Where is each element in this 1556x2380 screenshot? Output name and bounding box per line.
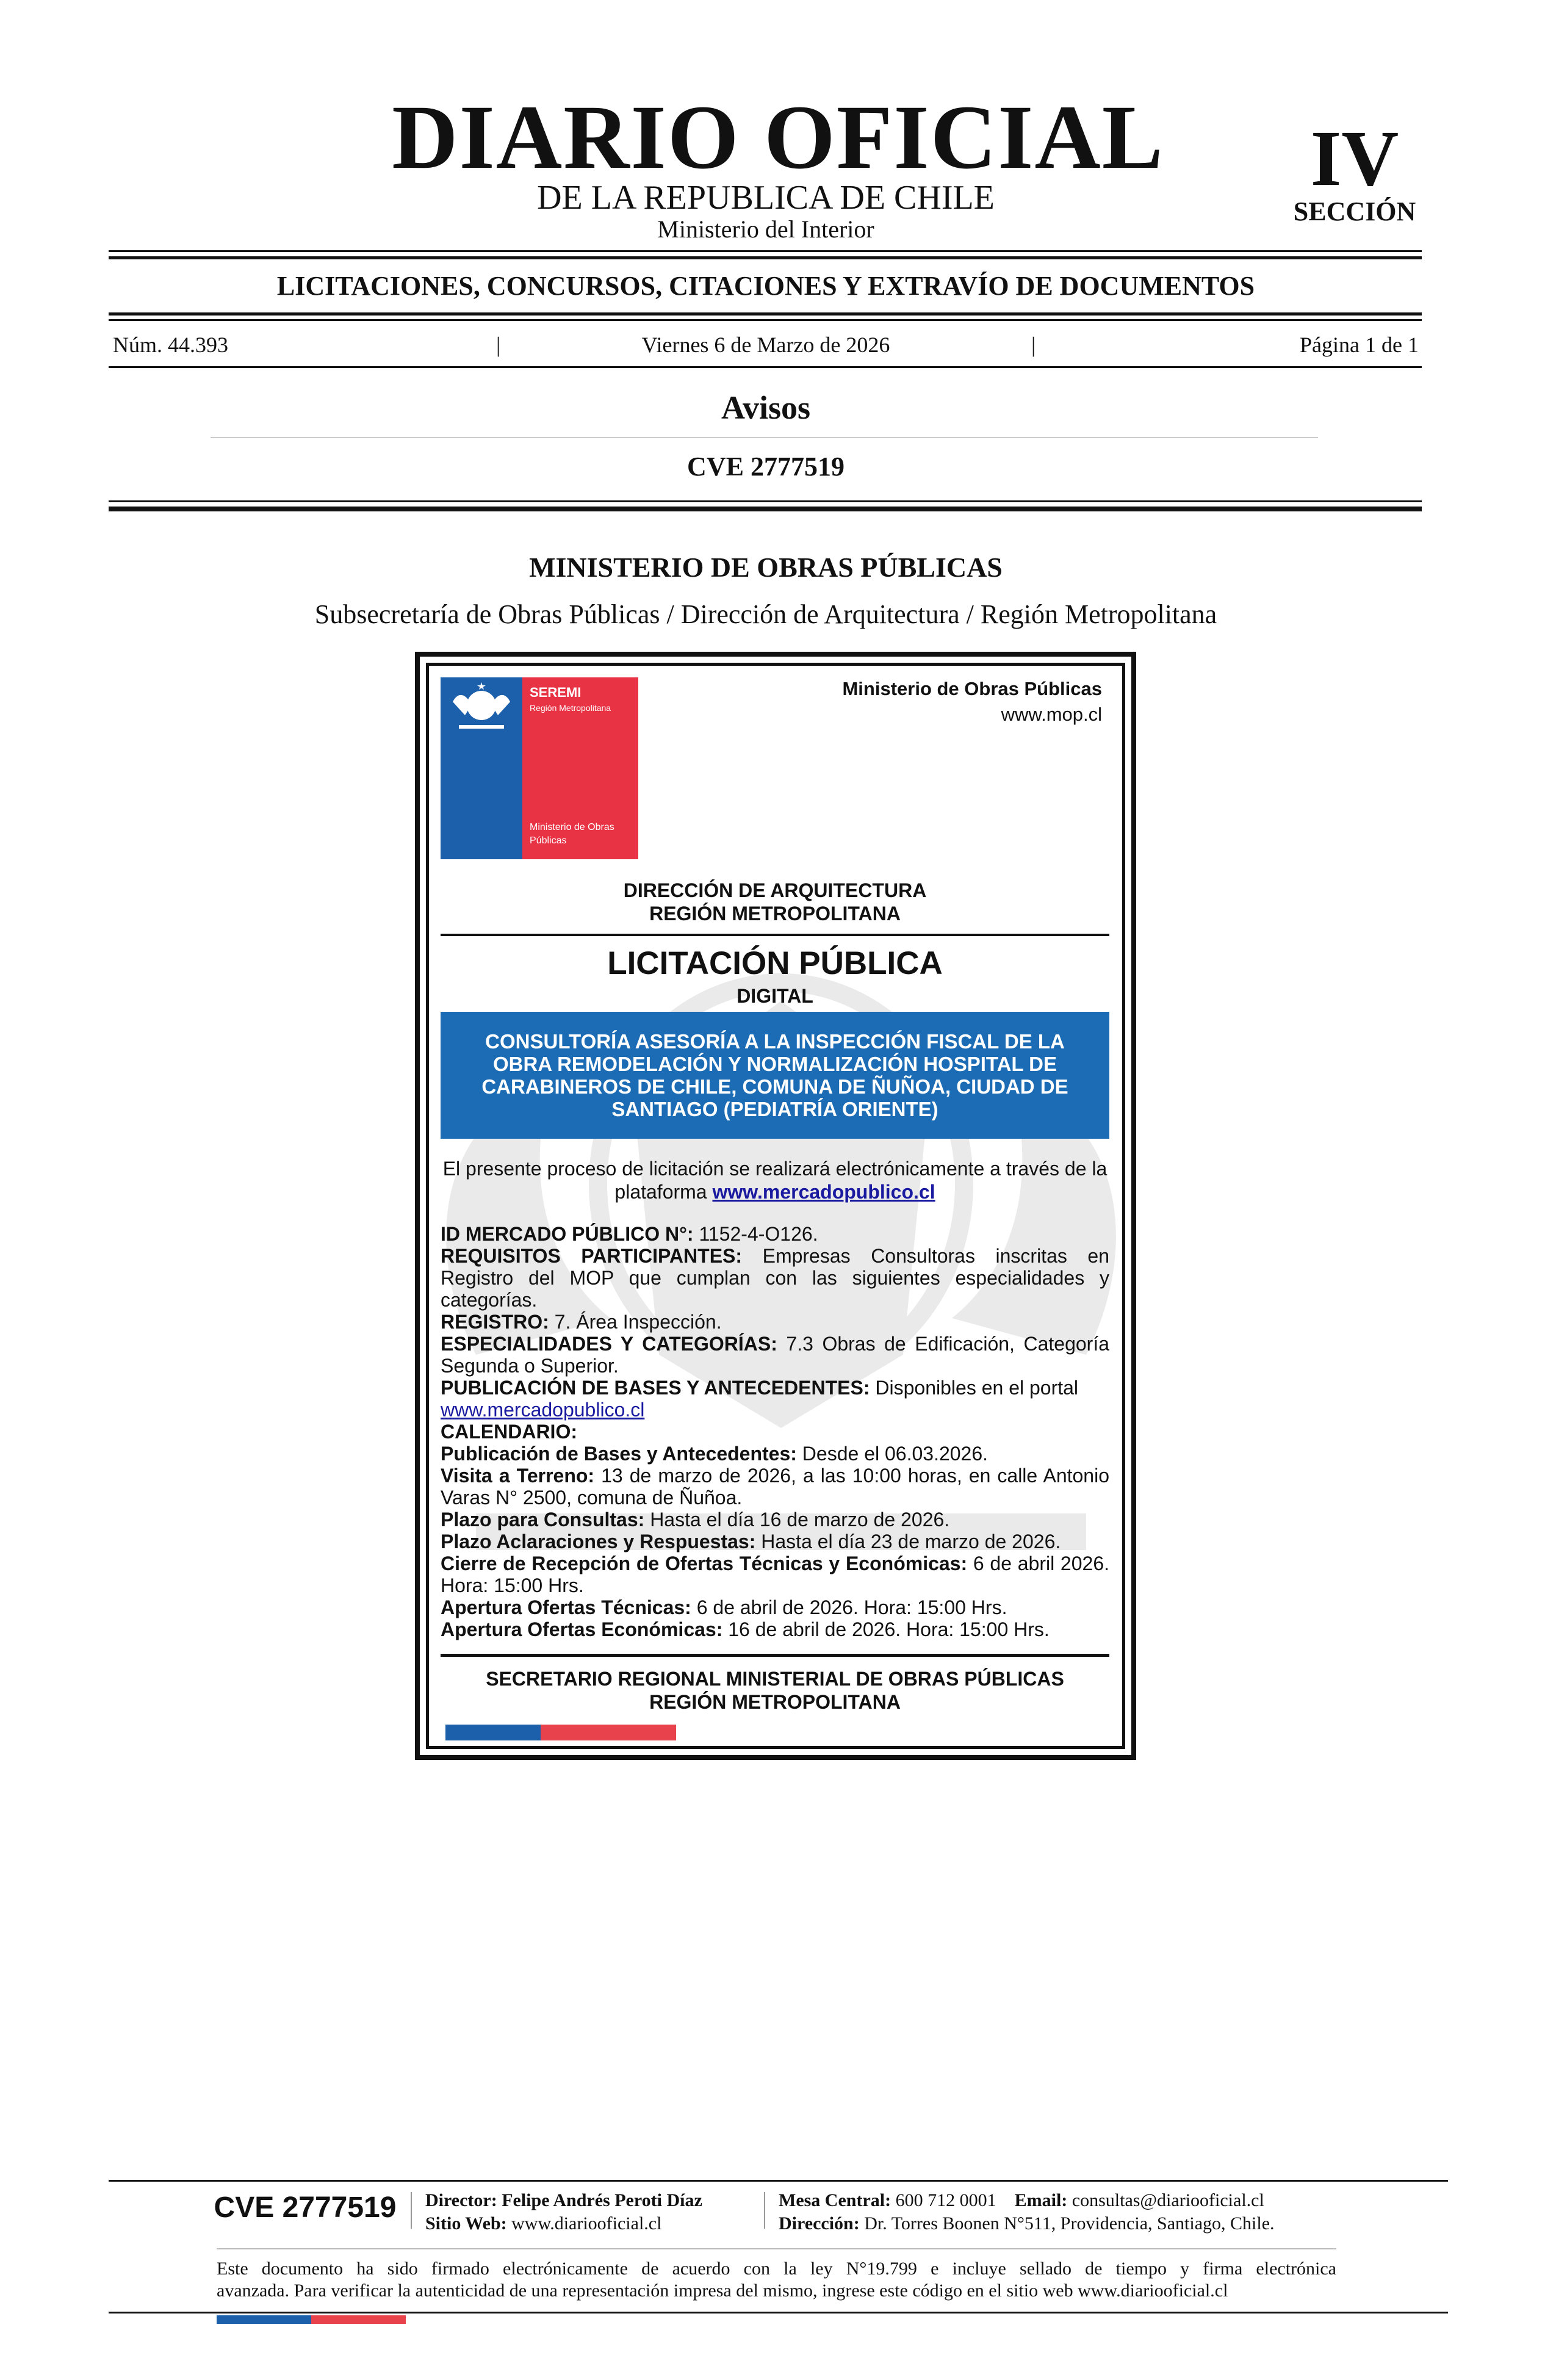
project-description: CONSULTORÍA ASESORÍA A LA INSPECCIÓN FISCAL DE LA OBRA REMODELACIÓN Y NORMALIZACIÓN HOSPITAL DE CARABINEROS DE CHILE, COMUNA DE ÑUÑOA, CIUDAD DE SANTIAGO (PEDIATRÍA ORIENTE) bbox=[481, 1030, 1068, 1120]
detail-line bbox=[441, 1443, 1109, 1465]
desk-phone: 600 712 0001 bbox=[895, 2190, 996, 2210]
rule-thick bbox=[109, 312, 1422, 316]
detail-label: ESPECIALIDADES Y CATEGORÍAS: bbox=[441, 1333, 777, 1355]
category-title: LICITACIONES, CONCURSOS, CITACIONES Y EXTRAVÍO DE DOCUMENTOS bbox=[276, 271, 1255, 301]
footer-legal-line2: avanzada. Para verificar la autenticidad de una representación impresa del mismo, ingrese este código en el sitio web www.diariooficial.cl bbox=[217, 2281, 1228, 2301]
detail-line bbox=[441, 1399, 1109, 1421]
logo-seremi-text: SEREMI bbox=[530, 685, 582, 700]
footer-address bbox=[779, 2213, 1275, 2235]
detail-line bbox=[441, 1223, 1109, 1245]
detail-label: Visita a Terreno: bbox=[441, 1465, 595, 1487]
detail-line bbox=[441, 1465, 1109, 1509]
detail-label: Publicación de Bases y Antecedentes: bbox=[441, 1443, 797, 1465]
ministry-subtitle: Subsecretaría de Obras Públicas / Dirección de Arquitectura / Región Metropolitana bbox=[314, 599, 1217, 629]
email-label: Email: bbox=[1014, 2190, 1068, 2210]
rule-thick bbox=[109, 507, 1422, 511]
website-link[interactable]: www.diariooficial.cl bbox=[511, 2213, 662, 2234]
footer-website bbox=[425, 2213, 661, 2235]
ministry-title: MINISTERIO DE OBRAS PÚBLICAS bbox=[529, 552, 1003, 583]
footer-bar-blue bbox=[217, 2315, 311, 2324]
masthead-ministry: Ministerio del Interior bbox=[657, 215, 874, 243]
detail-value: 7.3 Obras de Edificación, Categoría Segunda o Superior. bbox=[441, 1333, 1110, 1377]
footer-rule bbox=[109, 2180, 1448, 2182]
masthead-title: DIARIO OFICIAL bbox=[392, 87, 1164, 188]
separator: | bbox=[1031, 333, 1036, 357]
mop-name: Ministerio de Obras Públicas bbox=[842, 678, 1102, 699]
footer-divider bbox=[411, 2192, 412, 2229]
desk-label: Mesa Central: bbox=[779, 2190, 891, 2210]
address-label: Dirección: bbox=[779, 2213, 860, 2234]
signatory-title: SECRETARIO REGIONAL MINISTERIAL DE OBRAS PÚBLICAS bbox=[486, 1668, 1064, 1690]
detail-line bbox=[441, 1618, 1109, 1640]
footer-rule-light bbox=[217, 2248, 1336, 2249]
detail-line bbox=[441, 1596, 1109, 1618]
detail-value: 7. Área Inspección. bbox=[549, 1311, 722, 1333]
detail-line bbox=[441, 1245, 1109, 1311]
mop-url[interactable]: www.mop.cl bbox=[1001, 704, 1102, 725]
detail-line bbox=[441, 1531, 1109, 1552]
section-label: SECCIÓN bbox=[1293, 197, 1416, 226]
cve-code: CVE 2777519 bbox=[687, 452, 845, 481]
footer-director bbox=[425, 2190, 702, 2212]
separator: | bbox=[496, 333, 501, 357]
detail-label: Apertura Ofertas Técnicas: bbox=[441, 1596, 691, 1618]
ad-rule bbox=[441, 934, 1109, 936]
section-number: IV bbox=[1310, 115, 1399, 203]
detail-value: 6 de abril 2026. Hora: 15:00 Hrs. bbox=[441, 1552, 1110, 1596]
direction-title: DIRECCIÓN DE ARQUITECTURA bbox=[623, 879, 927, 901]
detail-label: CALENDARIO: bbox=[441, 1421, 577, 1443]
email-link[interactable]: consultas@diariooficial.cl bbox=[1072, 2190, 1264, 2210]
detail-value: 1152-4-O126. bbox=[693, 1223, 818, 1245]
detail-line bbox=[441, 1377, 1109, 1399]
footer-rule bbox=[109, 2312, 1448, 2313]
website-label: Sitio Web: bbox=[425, 2213, 507, 2234]
logo-region-text: Región Metropolitana bbox=[530, 703, 611, 713]
direction-region: REGIÓN METROPOLITANA bbox=[649, 903, 901, 925]
tender-details bbox=[441, 1223, 1109, 1640]
detail-line bbox=[441, 1552, 1109, 1596]
footer-bar-red bbox=[311, 2315, 406, 2324]
intro-text: El presente proceso de licitación se realizará electrónicamente a través de la plataforma bbox=[442, 1158, 1108, 1203]
footer-legal-line1: Este documento ha sido firmado electrónicamente de acuerdo con la ley N°19.799 e incluye sellado de tiempo y firma electrónica bbox=[217, 2259, 1336, 2279]
detail-line bbox=[441, 1311, 1109, 1333]
detail-line bbox=[441, 1421, 1109, 1443]
ad-bar-red bbox=[541, 1725, 676, 1740]
rule-thin bbox=[109, 366, 1422, 368]
detail-value: 16 de abril de 2026. Hora: 15:00 Hrs. bbox=[722, 1618, 1050, 1640]
tender-subtitle: DIGITAL bbox=[737, 985, 813, 1007]
rule-thick bbox=[109, 256, 1422, 259]
detail-value: Hasta el día 16 de marzo de 2026. bbox=[644, 1509, 950, 1531]
detail-label: Plazo Aclaraciones y Respuestas: bbox=[441, 1531, 756, 1552]
detail-value: 6 de abril de 2026. Hora: 15:00 Hrs. bbox=[691, 1596, 1007, 1618]
detail-line bbox=[441, 1509, 1109, 1531]
detail-value: Empresas Consultoras inscritas en Registro del MOP que cumplan con las siguientes especialidades y categorías. bbox=[441, 1245, 1110, 1311]
detail-value: Desde el 06.03.2026. bbox=[796, 1443, 989, 1465]
director-label: Director: bbox=[425, 2190, 497, 2210]
detail-label: Plazo para Consultas: bbox=[441, 1509, 645, 1531]
rule-thin bbox=[109, 250, 1422, 252]
footer-divider bbox=[764, 2192, 765, 2229]
mercadopublico-link[interactable]: www.mercadopublico.cl bbox=[712, 1181, 935, 1203]
detail-label: ID MERCADO PÚBLICO N°: bbox=[441, 1223, 694, 1245]
footer-contact bbox=[779, 2190, 1264, 2212]
notices-title: Avisos bbox=[721, 389, 811, 426]
detail-label: REQUISITOS PARTICIPANTES: bbox=[441, 1245, 743, 1267]
issue-date: Viernes 6 de Marzo de 2026 bbox=[641, 333, 890, 357]
detail-label: REGISTRO: bbox=[441, 1311, 549, 1333]
issue-page: Página 1 de 1 bbox=[1300, 333, 1419, 357]
rule-light bbox=[211, 437, 1318, 438]
detail-value: Hasta el día 23 de marzo de 2026. bbox=[755, 1531, 1061, 1552]
rule-thin bbox=[109, 319, 1422, 321]
ad-rule bbox=[441, 1654, 1109, 1657]
detail-value: Disponibles en el portal bbox=[870, 1377, 1079, 1399]
footer-cve-code: CVE 2777519 bbox=[214, 2191, 397, 2224]
seremi-logo-blue-band bbox=[441, 677, 522, 859]
ad-bar-blue bbox=[445, 1725, 541, 1740]
signatory-region: REGIÓN METROPOLITANA bbox=[649, 1691, 901, 1713]
rule-thin bbox=[109, 500, 1422, 502]
detail-label: PUBLICACIÓN DE BASES Y ANTECEDENTES: bbox=[441, 1377, 870, 1399]
detail-label: Cierre de Recepción de Ofertas Técnicas y Económicas: bbox=[441, 1552, 968, 1574]
masthead-subtitle: DE LA REPUBLICA DE CHILE bbox=[537, 179, 995, 217]
issue-number: Núm. 44.393 bbox=[113, 333, 228, 357]
address-value: Dr. Torres Boonen N°511, Providencia, Santiago, Chile. bbox=[864, 2213, 1275, 2234]
chile-coat-of-arms-icon bbox=[441, 677, 522, 751]
logo-ministry-text: Ministerio de Obras Públicas bbox=[530, 822, 614, 846]
detail-label: Apertura Ofertas Económicas: bbox=[441, 1618, 723, 1640]
intro-paragraph bbox=[441, 1157, 1109, 1203]
detail-value: 13 de marzo de 2026, a las 10:00 horas, en calle Antonio Varas N° 2500, comuna de Ñuñoa. bbox=[441, 1465, 1109, 1509]
tender-title: LICITACIÓN PÚBLICA bbox=[607, 945, 943, 981]
director-name: Felipe Andrés Peroti Díaz bbox=[502, 2190, 702, 2210]
detail-line bbox=[441, 1333, 1109, 1377]
mercadopublico-link[interactable]: www.mercadopublico.cl bbox=[441, 1399, 645, 1421]
